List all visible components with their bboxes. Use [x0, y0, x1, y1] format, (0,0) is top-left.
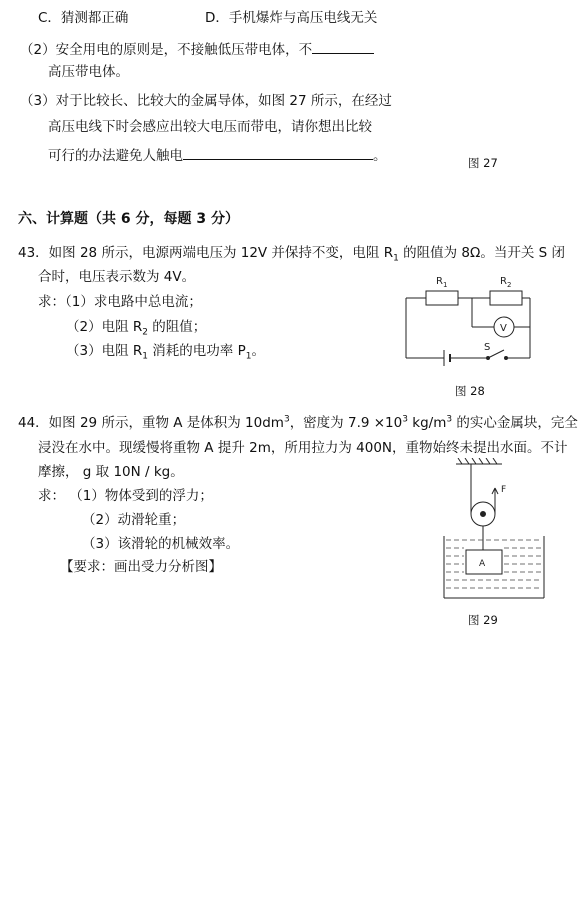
label-r1: $R_1$	[436, 276, 448, 289]
q44-line2: 浸没在水中。现缓慢将重物 A 提升 2m，所用拉力为 400N，重物始终未提出水面。不计	[38, 440, 568, 456]
label-block: A	[479, 559, 486, 569]
superscript: 3	[446, 414, 453, 425]
q44-line1	[18, 414, 578, 432]
switch-blade	[488, 350, 504, 358]
figure-28-caption: 图 28	[455, 384, 485, 398]
section-title: 六、计算题（共 6 分，每题 3 分）	[18, 211, 239, 227]
q43-ask-3-mid: 消耗的电功率 P	[148, 343, 246, 359]
q43-ask-3-text: （3）电阻 R	[66, 343, 143, 359]
label-r2: $R_2$	[500, 276, 512, 289]
q43-ask-2-text: （2）电阻 R	[66, 319, 143, 335]
q44-line3: 摩擦， g 取 10N / kg。	[38, 464, 184, 480]
answer-blank[interactable]	[183, 145, 373, 160]
resistor-r1	[426, 291, 458, 305]
q42-part2-line2: 高压带电体。	[48, 64, 129, 80]
q42-part3-end: 。	[373, 148, 387, 164]
q44-text-c: kg/m	[407, 415, 447, 431]
q42-part3-line1: （3）对于比较长、比较大的金属导体，如图 27 所示，在经过	[20, 93, 392, 109]
q42-part2-line1	[20, 39, 374, 59]
q44-ask-1: 求： （1）物体受到的浮力；	[38, 488, 213, 504]
q42-part3-line3	[48, 145, 387, 165]
label-switch: S	[484, 342, 491, 353]
q42-part3-text: 可行的办法避免人触电	[48, 148, 183, 164]
q44-text-a: 44．如图 29 所示，重物 A 是体积为 10dm	[18, 415, 284, 431]
superscript: 3	[402, 414, 408, 425]
q43-ask-2	[66, 318, 206, 336]
q44-ask-3: （3）该滑轮的机械效率。	[82, 536, 240, 552]
figure-29-caption: 图 29	[468, 613, 498, 627]
q43-text-b: 的阻值为 8Ω。当开关 S 闭	[398, 245, 565, 261]
pulley-diagram	[440, 458, 550, 603]
option-c: C．猜测都正确	[38, 10, 129, 26]
circuit-diagram	[400, 270, 540, 366]
superscript: 3	[283, 414, 290, 425]
q43-line2: 合时，电压表示数为 4V。	[38, 269, 196, 285]
q43-ask-2-end: 的阻值；	[148, 319, 207, 335]
q44-requirement: 【要求：画出受力分析图】	[60, 559, 222, 575]
q44-text-b: ，密度为 7.9 ×10	[289, 415, 403, 431]
figure-27-caption: 图 27	[468, 156, 498, 170]
q43-ask-3	[66, 342, 265, 360]
q43-text-a: 43．如图 28 所示，电源两端电压为 12V 并保持不变，电阻 R	[18, 245, 394, 261]
option-d: D．手机爆炸与高压电线无关	[205, 10, 378, 26]
q43-line1	[18, 244, 565, 262]
q44-ask-2: （2）动滑轮重；	[82, 512, 186, 528]
label-voltmeter: V	[500, 323, 507, 334]
subscript: 2	[142, 327, 148, 338]
q42-part3-line2: 高压电线下时会感应出较大电压而带电，请你想出比较	[48, 119, 372, 135]
q44-text-d: 的实心金属块，完全	[452, 415, 578, 431]
subscript: 1	[245, 351, 252, 362]
label-force: F	[501, 485, 507, 495]
subscript: 1	[393, 253, 399, 264]
resistor-r2	[490, 291, 522, 305]
subscript: 1	[142, 351, 148, 362]
answer-blank[interactable]	[312, 39, 374, 54]
q42-part2-text: （2）安全用电的原则是，不接触低压带电体，不	[20, 42, 313, 58]
q43-ask-1: 求：（1）求电路中总电流；	[38, 294, 202, 310]
q43-ask-3-end: 。	[251, 343, 265, 359]
